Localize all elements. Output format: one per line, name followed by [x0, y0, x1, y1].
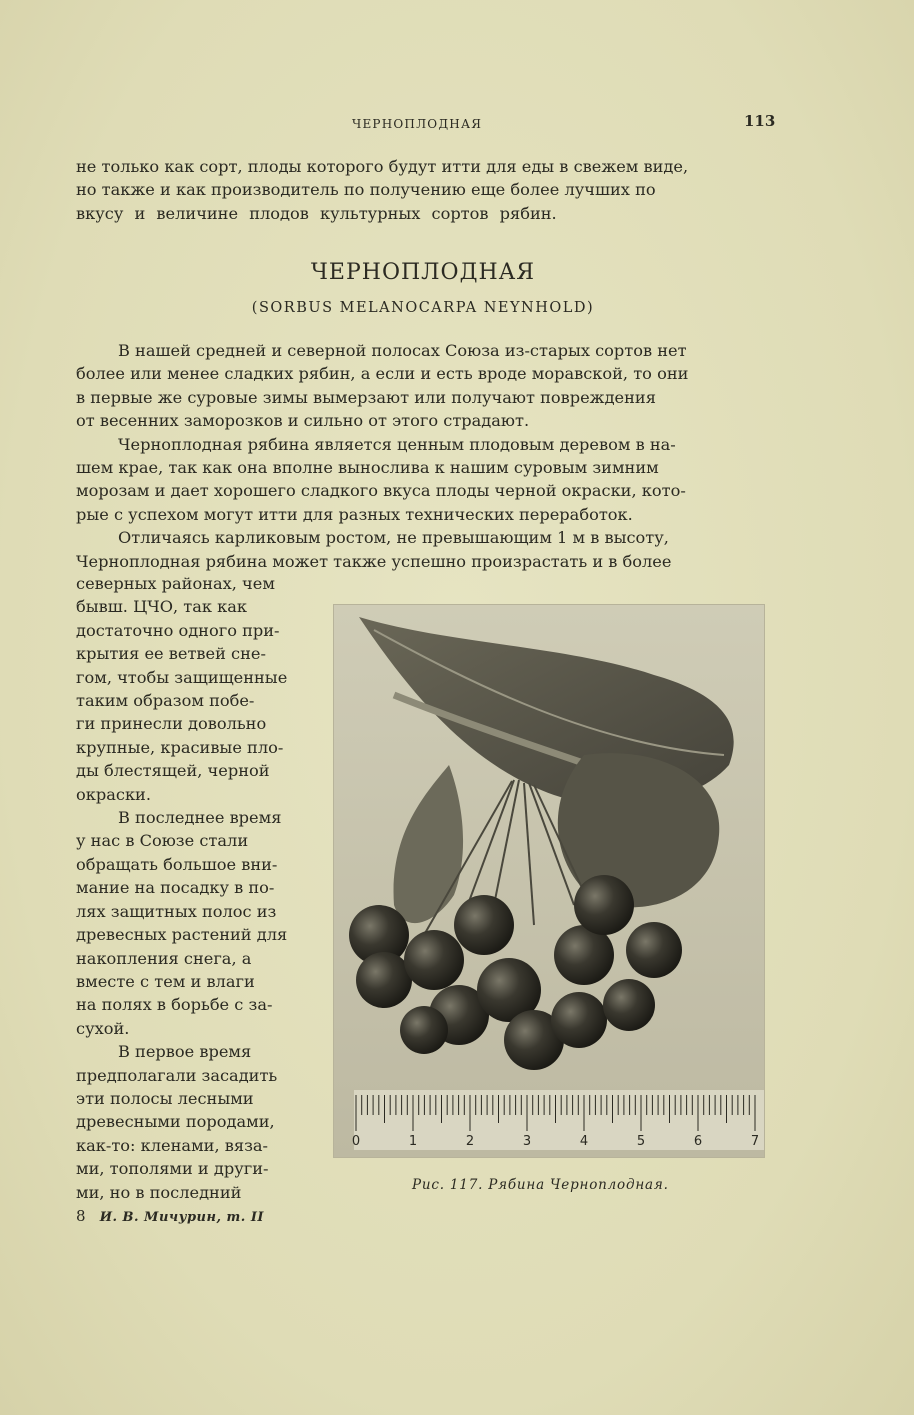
ruler-label: 5	[636, 1134, 646, 1149]
text-line: древесными породами,	[76, 1112, 275, 1132]
text-line: как-то: кленами, вяза-	[76, 1135, 269, 1155]
text-line: на полях в борьбе с за-	[76, 995, 273, 1015]
text-line: ды блестящей, черной	[76, 761, 270, 781]
text-line: северных районах, чем	[76, 574, 275, 593]
text-line: более или менее сладких рябин, а если и есть вроде моравской, то они	[76, 364, 689, 384]
ruler-label: 2	[465, 1134, 475, 1149]
text-line: крупные, красивые пло-	[76, 737, 284, 757]
text-line: морозам и дает хорошего сладкого вкуса плоды черной окраски, кото-	[76, 481, 686, 501]
section-title: ЧЕРНОПЛОДНАЯ	[310, 260, 536, 285]
text-line: вместе с тем и влаги	[76, 971, 255, 991]
text-line: Черноплодная рябина может также успешно произрастать и в более	[76, 551, 672, 571]
ruler-label: 0	[351, 1134, 361, 1149]
rowan-berries-photo	[334, 605, 764, 1157]
section-subtitle: (SORBUS MELANOCARPA NEYNHOLD)	[251, 300, 595, 316]
source-reference: И. В. Мичурин, т. II	[99, 1210, 265, 1225]
text-line: ми, но в последний	[76, 1182, 242, 1202]
ruler-label: 6	[693, 1134, 703, 1149]
page-footer	[76, 1207, 264, 1225]
text-line: Чернoплодная рябина является ценным плодовым деревом в на-	[118, 434, 676, 454]
text-line: обращать большое вни-	[76, 854, 278, 874]
text-line: эти полосы лесными	[76, 1088, 254, 1108]
text-line: древесных растений для	[76, 925, 288, 945]
text-line: достаточно одного при-	[76, 620, 280, 640]
text-line: гом, чтобы защищенные	[76, 667, 288, 687]
text-line: в первые же суровые зимы вымерзают или получают повреждения	[76, 387, 656, 407]
text-line: рые с успехом могут итти для разных технических переработок.	[76, 504, 633, 524]
text-line: ги принесли довольно	[76, 714, 267, 734]
text-line: лях защитных полос из	[76, 901, 277, 921]
intro-paragraph	[76, 155, 770, 225]
text-line: ми, тополями и други-	[76, 1159, 269, 1179]
text-line: от весенних заморозков и сильно от этого страдают.	[76, 411, 530, 431]
text-line: бывш. ЦЧО, так как	[76, 597, 248, 617]
text-line: мание на посадку в по-	[76, 878, 275, 898]
text-line: крытия ее ветвей сне-	[76, 644, 266, 664]
text-line: В последнее время	[118, 808, 282, 828]
ruler-label: 7	[750, 1134, 760, 1149]
text-line: накопления снега, а	[76, 948, 252, 968]
text-line: окраски.	[76, 784, 151, 804]
ruler-label: 3	[522, 1134, 532, 1149]
narrow-column-text	[76, 572, 306, 1204]
text-line: таким образом побе-	[76, 691, 255, 711]
text-line: но также и как производитель по получению еще более лучших по	[76, 180, 656, 200]
signature-mark: 8	[76, 1207, 86, 1225]
running-title: ЧЕРНОПЛОДНАЯ	[352, 117, 483, 131]
text-line: В первое время	[118, 1042, 252, 1062]
text-line: предполагали засадить	[76, 1065, 278, 1085]
text-line: шем крае, так как она вполне вынослива к нашим суровым зимним	[76, 458, 659, 478]
body-paragraphs	[76, 339, 770, 573]
text-line: Отличаясь карликовым ростом, не превышающим 1 м в высоту,	[118, 528, 669, 548]
ruler-label: 4	[579, 1134, 589, 1149]
text-line: не только как сорт, плоды которого будут итти для еды в свежем виде,	[76, 157, 689, 176]
figure-caption: Рис. 117. Рябина Черноплодная.	[412, 1177, 669, 1193]
text-line: В нашей средней и северной полосах Союза из-старых сортов нет	[118, 341, 687, 360]
measuring-ruler	[352, 1090, 764, 1150]
page-number: 113	[744, 112, 776, 130]
rowan-photo-figure	[333, 604, 765, 1158]
ruler-label: 1	[408, 1134, 418, 1149]
text-line: вкусу и величине плодов культурных сортов рябин.	[76, 203, 557, 223]
text-line: у нас в Союзе стали	[76, 831, 249, 851]
text-line: сухой.	[76, 1018, 130, 1038]
